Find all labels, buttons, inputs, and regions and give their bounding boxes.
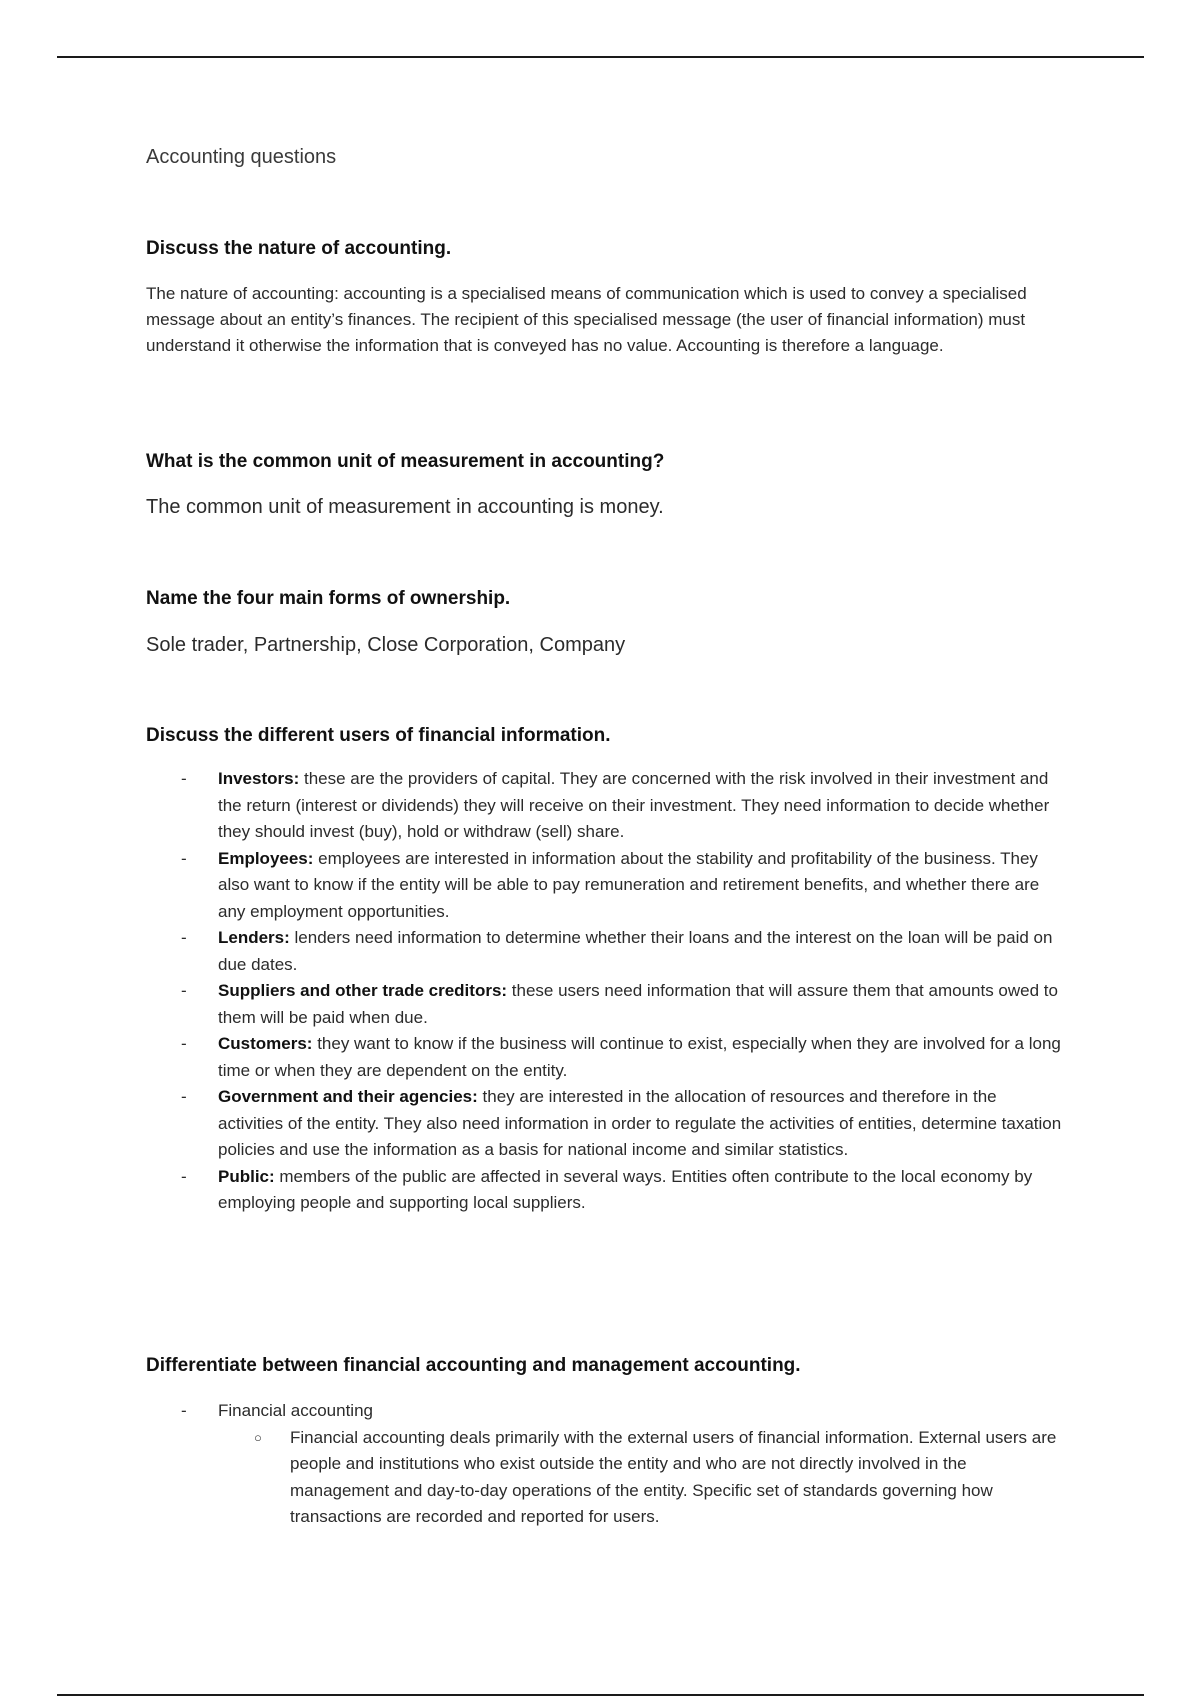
users-list (146, 766, 1066, 1217)
user-description: lenders need information to determine whether their loans and the interest on the loan will be paid on due dates. (218, 928, 1053, 974)
user-term: Investors: (218, 769, 300, 788)
item-label: Financial accounting (218, 1401, 373, 1420)
question-financial-vs-management: Differentiate between financial accounting and management accounting. (146, 1355, 801, 1376)
user-description: members of the public are affected in several ways. Entities often contribute to the local economy by employing people and supporting local suppliers. (218, 1166, 1033, 1212)
answer-unit-of-measurement: The common unit of measurement in accounting is money. (146, 496, 664, 518)
user-description: employees are interested in information about the stability and profitability of the business. They also want to know if the entity will be able to pay remuneration and retirement benefits, and whether there are any employment opportunities. (218, 848, 1040, 921)
user-description: these users need information that will assure them that amounts owed to them will be paid when due. (218, 981, 1058, 1027)
list-item-lenders (146, 925, 1066, 978)
user-term: Suppliers and other trade creditors: (218, 981, 508, 1000)
list-item-financial-accounting (146, 1398, 1066, 1531)
accounting-types-list (146, 1398, 1066, 1531)
list-item-government (146, 1084, 1066, 1164)
sub-item-text: Financial accounting deals primarily with the external users of financial information. External users are people and institutions who exist outside the entity and who are not directly involved in the management and day-to-day operations of the entity. Specific set of standards governing how transactions are recorded and reported for users. (290, 1427, 1057, 1526)
dash-bullet: - (181, 769, 187, 788)
user-description: they are interested in the allocation of resources and therefore in the activities of the entity. They also need information in order to regulate the activities of entities, determine taxation policies and use the information as a basis for national income and similar statistics. (218, 1087, 1062, 1159)
answer-forms-of-ownership: Sole trader, Partnership, Close Corporation, Company (146, 634, 626, 656)
user-description: these are the providers of capital. They are concerned with the risk involved in their investment and the return (interest or dividends) they will receive on their investment. They need information to decide whether they should invest (buy), hold or withdraw (sell) share. (218, 769, 1050, 841)
answer-nature-of-accounting: The nature of accounting: accounting is a specialised means of communication which is used to convey a specialised message about an entity’s finances. The recipient of this specialised message (the user of financial information) must understand it otherwise the information that is conveyed has no value. Accounting is therefore a language. (146, 284, 1027, 355)
user-term: Employees: (218, 848, 314, 868)
page-bottom-rule (57, 1694, 1144, 1696)
dash-bullet: - (181, 1034, 187, 1053)
circle-bullet-icon: ○ (254, 1429, 262, 1445)
user-term: Public: (218, 1166, 275, 1186)
dash-bullet: - (181, 928, 187, 947)
user-term: Government and their agencies: (218, 1087, 478, 1106)
dash-bullet: - (181, 1401, 187, 1420)
question-nature-of-accounting: Discuss the nature of accounting. (146, 238, 452, 259)
dash-bullet: - (181, 848, 187, 868)
user-term: Lenders: (218, 928, 290, 947)
list-item-customers (146, 1031, 1066, 1084)
list-item-employees (146, 846, 1066, 926)
document-title: Accounting questions (146, 146, 337, 168)
user-description: they want to know if the business will continue to exist, especially when they are involved for a long time or when they are dependent on the entity. (218, 1034, 1061, 1080)
question-forms-of-ownership: Name the four main forms of ownership. (146, 588, 511, 609)
list-item-public (146, 1164, 1066, 1217)
question-unit-of-measurement: What is the common unit of measurement in accounting? (146, 451, 665, 472)
user-term: Customers: (218, 1034, 313, 1053)
list-item-investors (146, 766, 1066, 846)
dash-bullet: - (181, 1166, 187, 1186)
dash-bullet: - (181, 981, 187, 1000)
question-users-of-financial-information: Discuss the different users of financial information. (146, 725, 611, 746)
sub-list-item (218, 1425, 1066, 1531)
financial-accounting-sublist (218, 1425, 1066, 1531)
list-item-suppliers (146, 978, 1066, 1031)
dash-bullet: - (181, 1087, 187, 1106)
page-top-rule (57, 56, 1144, 58)
